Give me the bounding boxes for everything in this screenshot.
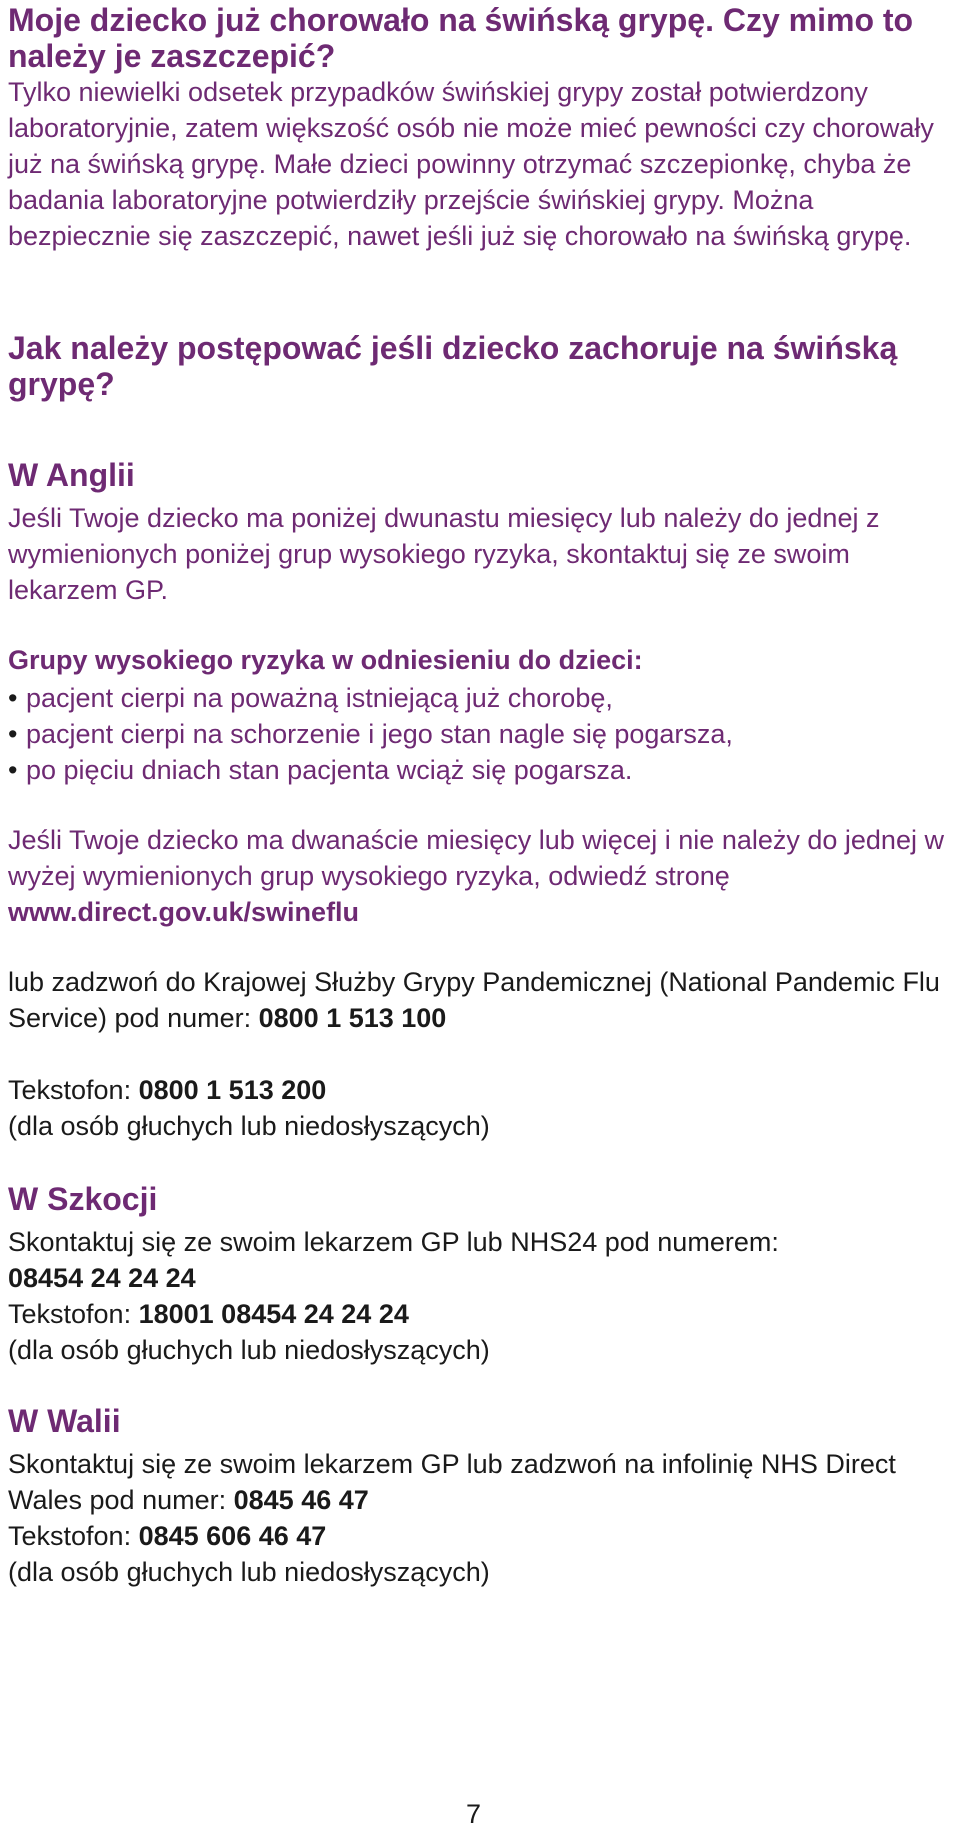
wales-paragraph <box>8 1446 952 1518</box>
question-heading: Moje dziecko już chorowało na świńską grypę. Czy mimo to należy je zaszczepić? <box>8 2 914 74</box>
wales-deaf-note: (dla osób głuchych lub niedosłyszących) <box>8 1557 490 1587</box>
england-deaf-note: (dla osób głuchych lub niedosłyszących) <box>8 1111 490 1141</box>
scotland-textphone <box>8 1296 952 1332</box>
england-paragraph: Jeśli Twoje dziecko ma poniżej dwunastu miesięcy lub należy do jednej z wymienionych poniżej grup wysokiego ryzyka, skontaktuj się ze swoim lekarzem GP. <box>8 503 880 605</box>
england-heading: W Anglii <box>8 457 135 493</box>
wales-heading: W Walii <box>8 1403 121 1439</box>
textphone-label: Tekstofon: <box>8 1075 132 1105</box>
list-item: • pacjent cierpi na schorzenie i jego stan nagle się pogarsza, <box>8 716 952 752</box>
textphone-number: 0845 606 46 47 <box>138 1521 327 1551</box>
section-heading: Jak należy postępować jeśli dziecko zachoruje na świńską grypę? <box>8 330 898 402</box>
website-link[interactable]: www.direct.gov.uk/swineflu <box>8 897 360 927</box>
scotland-paragraph: Skontaktuj się ze swoim lekarzem GP lub NHS24 pod numerem: <box>8 1227 779 1257</box>
textphone-label: Tekstofon: <box>8 1521 132 1551</box>
list-item: • pacjent cierpi na poważną istniejącą już chorobę, <box>8 680 952 716</box>
call-text: lub zadzwoń do Krajowej Służby Grypy Pandemicznej (National Pandemic Flu Service) pod numer: <box>8 967 940 1033</box>
textphone-number: 18001 08454 24 24 24 <box>138 1299 409 1329</box>
intro-paragraph: Tylko niewielki odsetek przypadków świńskiej grypy został potwierdzony laboratoryjnie, zatem większość osób nie może mieć pewności czy chorowały już na świńską grypę. Małe dzieci powinny otrzymać szczepionkę, chyba że badania laboratoryjne potwierdziły przejście świńskiej grypy. Można bezpiecznie się zaszczepić, nawet jeśli już się chorowało na świńską grypę. <box>8 77 934 251</box>
textphone-label: Tekstofon: <box>8 1299 132 1329</box>
page-number: 7 <box>466 1799 482 1829</box>
textphone-number: 0800 1 513 200 <box>138 1075 327 1105</box>
scotland-deaf-note: (dla osób głuchych lub niedosłyszących) <box>8 1335 490 1365</box>
scotland-heading: W Szkocji <box>8 1181 158 1217</box>
older-child-paragraph <box>8 822 952 930</box>
risk-groups-heading: Grupy wysokiego ryzyka w odniesieniu do dzieci: <box>8 645 643 675</box>
wales-number: 0845 46 47 <box>233 1485 369 1515</box>
list-item: • po pięciu dniach stan pacjenta wciąż się pogarsza. <box>8 752 952 788</box>
scotland-number: 08454 24 24 24 <box>8 1263 196 1293</box>
call-paragraph <box>8 964 952 1036</box>
call-number: 0800 1 513 100 <box>258 1003 447 1033</box>
england-textphone <box>8 1072 952 1108</box>
risk-groups-list <box>8 680 952 788</box>
wales-textphone <box>8 1518 952 1554</box>
wales-text: Skontaktuj się ze swoim lekarzem GP lub zadzwoń na infolinię NHS Direct Wales pod numer: <box>8 1449 896 1515</box>
older-child-text: Jeśli Twoje dziecko ma dwanaście miesięcy lub więcej i nie należy do jednej w wyżej wymienionych grup wysokiego ryzyka, odwiedź stronę <box>8 825 944 891</box>
